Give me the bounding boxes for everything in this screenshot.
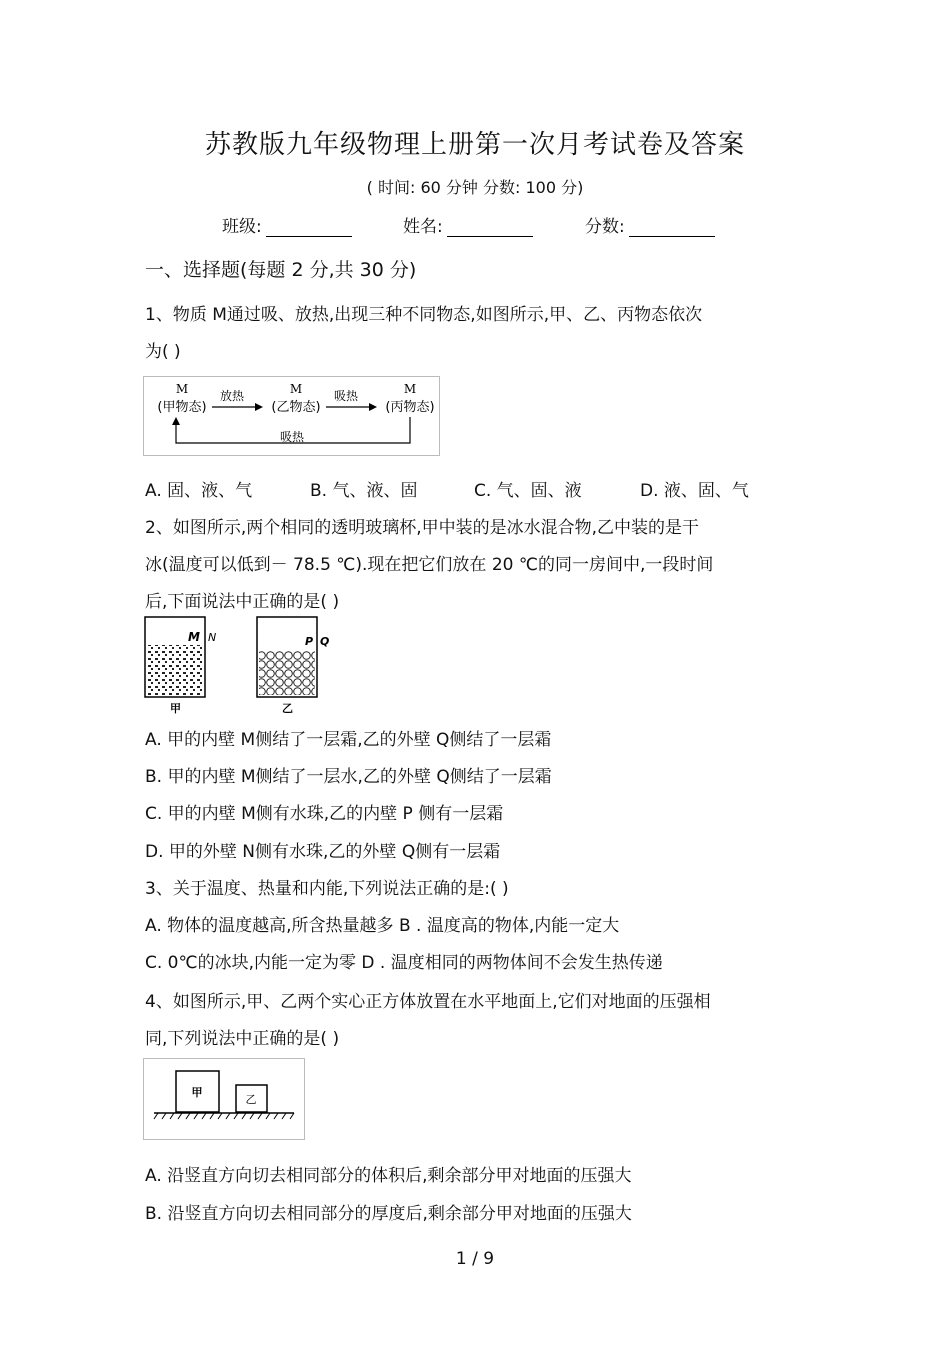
name-label: 姓名: (403, 217, 443, 237)
arrow-2-head (369, 403, 377, 411)
q4-option-a: A. 沿竖直方向切去相同部分的体积后,剩余部分甲对地面的压强大 (145, 1166, 632, 1186)
q4-figure (143, 1058, 305, 1140)
m-label-3: M (403, 382, 417, 396)
label-m: M (188, 630, 200, 644)
state-diagram (144, 377, 439, 455)
state-3: (丙物态) (385, 400, 435, 415)
arrow-1-head (255, 403, 263, 411)
q2-option-d: D. 甲的外壁 N侧有水珠,乙的外壁 Q侧有一层霜 (145, 842, 501, 862)
label-jia: 甲 (170, 702, 181, 715)
cubes-diagram (144, 1059, 304, 1139)
q4-stem-1: 4、如图所示,甲、乙两个实心正方体放置在水平地面上,它们对地面的压强相 (145, 992, 711, 1012)
q1-option-d: D. 液、固、气 (640, 481, 749, 501)
q2-option-c: C. 甲的内壁 M侧有水珠,乙的内壁 P 侧有一层霜 (145, 804, 504, 824)
class-field (222, 212, 352, 237)
q2-figure (140, 615, 340, 715)
name-blank[interactable] (447, 220, 533, 237)
class-label: 班级: (222, 217, 262, 237)
q2-stem-2: 冰(温度可以低到－ 78.5 ℃).现在把它们放在 20 ℃的同一房间中,一段时间 (145, 555, 714, 575)
m-label-2: M (289, 382, 303, 396)
state-2: (乙物态) (271, 400, 321, 415)
label-q: Q (320, 635, 330, 648)
label-n: N (208, 631, 217, 644)
ground-hatch (154, 1113, 294, 1119)
q3-stem: 3、关于温度、热量和内能,下列说法正确的是:( ) (145, 879, 509, 899)
label-p: P (305, 635, 314, 648)
m-label-1: M (175, 382, 189, 396)
score-blank[interactable] (629, 220, 715, 237)
absorb-heat-label-1: 吸热 (333, 389, 359, 403)
q1-option-c: C. 气、固、液 (474, 481, 582, 501)
cube-jia-label: 甲 (191, 1086, 203, 1099)
glass-cups-diagram (140, 615, 340, 715)
q3-options-ab: A. 物体的温度越高,所含热量越多 B . 温度高的物体,内能一定大 (145, 916, 620, 936)
dry-ice (259, 651, 315, 695)
q1-option-a: A. 固、液、气 (145, 481, 253, 501)
return-arrow-head (172, 417, 180, 425)
exam-info: ( 时间: 60 分钟 分数: 100 分) (366, 178, 584, 197)
q1-option-b: B. 气、液、固 (310, 481, 418, 501)
q3-options-cd: C. 0℃的冰块,内能一定为零 D . 温度相同的两物体间不会发生热传递 (145, 953, 663, 973)
page-title: 苏教版九年级物理上册第一次月考试卷及答案 (204, 130, 745, 160)
score-label: 分数: (585, 217, 625, 237)
page-number: 1 / 9 (455, 1249, 495, 1269)
name-field (403, 212, 533, 237)
label-yi: 乙 (282, 702, 293, 715)
q4-option-b: B. 沿竖直方向切去相同部分的厚度后,剩余部分甲对地面的压强大 (145, 1204, 632, 1224)
q1-figure (143, 376, 440, 456)
q1-stem-2: 为( ) (145, 342, 181, 362)
q4-stem-2: 同,下列说法中正确的是( ) (145, 1029, 340, 1049)
state-1: (甲物态) (157, 400, 207, 415)
ice-water-mixture (147, 645, 203, 695)
q2-option-a: A. 甲的内壁 M侧结了一层霜,乙的外壁 Q侧结了一层霜 (145, 730, 552, 750)
absorb-heat-label-2: 吸热 (279, 430, 305, 444)
q2-option-b: B. 甲的内壁 M侧结了一层水,乙的外壁 Q侧结了一层霜 (145, 767, 552, 787)
q1-stem-1: 1、物质 M通过吸、放热,出现三种不同物态,如图所示,甲、乙、丙物态依次 (145, 305, 703, 325)
q2-stem-3: 后,下面说法中正确的是( ) (145, 592, 340, 612)
cube-yi-label: 乙 (245, 1093, 257, 1106)
section-heading: 一、选择题(每题 2 分,共 30 分) (145, 259, 417, 281)
class-blank[interactable] (266, 220, 352, 237)
release-heat-label: 放热 (219, 389, 245, 403)
q2-stem-1: 2、如图所示,两个相同的透明玻璃杯,甲中装的是冰水混合物,乙中装的是干 (145, 518, 700, 538)
score-field (585, 212, 715, 237)
